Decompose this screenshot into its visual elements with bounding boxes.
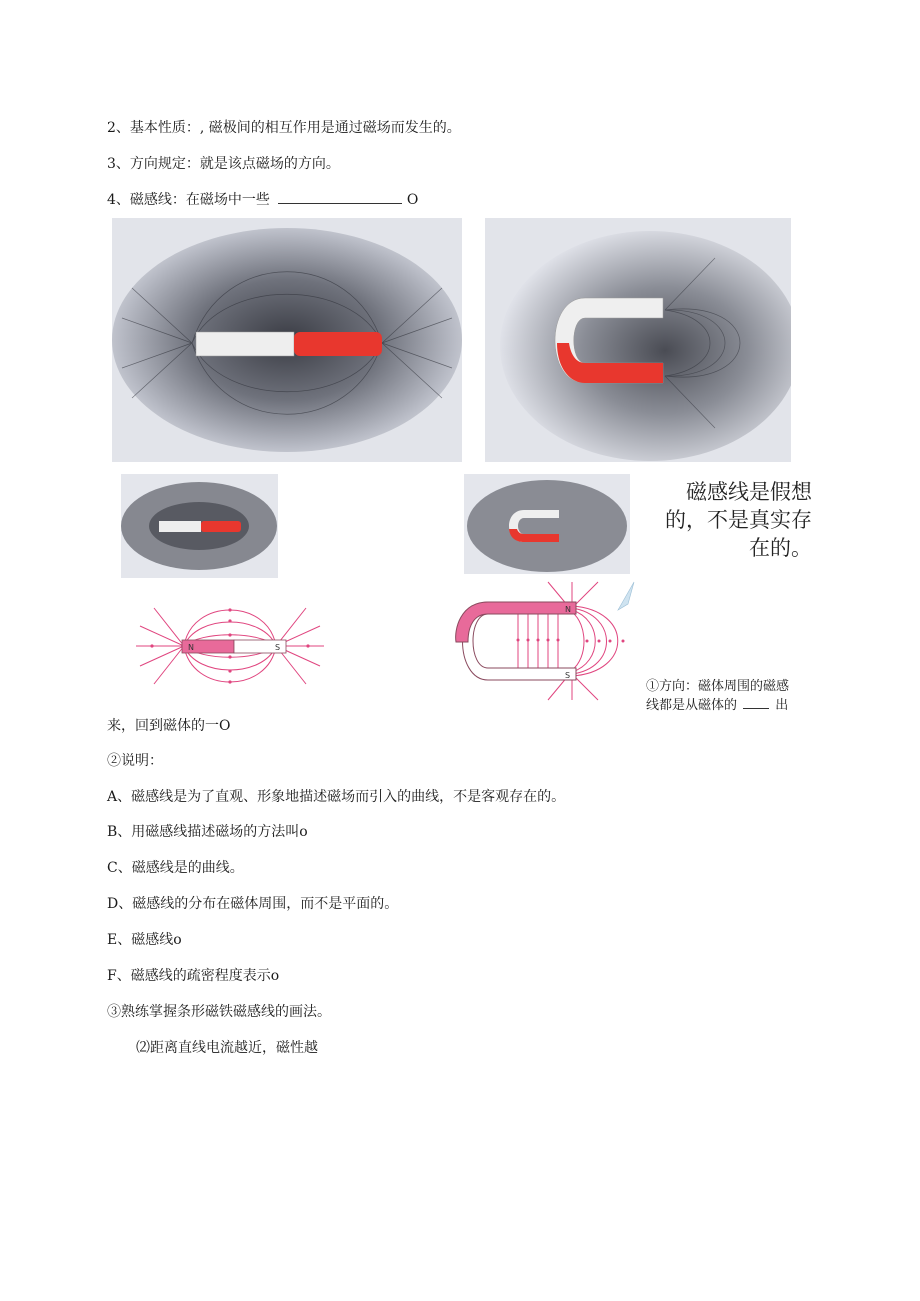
side-note-blank xyxy=(743,696,769,709)
side-note-line-1: ①方向：磁体周围的磁感 xyxy=(646,679,790,694)
bar-n-label: N xyxy=(188,643,194,652)
current-distance-line: ⑵距离直线电流越近，磁性越 xyxy=(136,1040,318,1056)
property-line: 2、基本性质：, 磁极间的相互作用是通过磁场而发生的。 xyxy=(107,120,461,136)
definition-prefix: 4、磁感线：在磁场中一些 xyxy=(107,192,270,208)
point-d: D、磁感线的分布在磁体周围，而不是平面的。 xyxy=(107,896,399,912)
direction-rule-line: 3、方向规定：就是该点磁场的方向。 xyxy=(107,156,340,172)
callout-note xyxy=(640,478,812,562)
definition-suffix: O xyxy=(406,192,419,208)
side-note-line-2: 线都是从磁体的 出 xyxy=(646,698,789,713)
fill-blank xyxy=(278,191,402,204)
bar-magnet-small-photo xyxy=(121,474,278,578)
callout-line-1: 磁感线是假想 xyxy=(686,480,812,504)
drawing-method-line: ③熟练掌握条形磁铁磁感线的画法。 xyxy=(107,1004,331,1020)
direction-side-note xyxy=(646,677,826,715)
field-lines-definition xyxy=(107,191,418,209)
u-n-label: N xyxy=(565,605,571,614)
u-magnet-filings-photo xyxy=(485,218,791,462)
explanation-heading: ②说明： xyxy=(107,753,163,769)
callout-line-3: 在的。 xyxy=(749,536,812,560)
point-b: B、用磁感线描述磁场的方法叫o xyxy=(107,824,308,840)
point-c: C、磁感线是的曲线。 xyxy=(107,860,244,876)
u-s-label: S xyxy=(565,671,571,680)
continuation-line: 来，回到磁体的一O xyxy=(107,718,231,734)
point-f: F、磁感线的疏密程度表示o xyxy=(107,968,280,984)
u-magnet-small-photo xyxy=(464,474,630,574)
point-a: A、磁感线是为了直观、形象地描述磁场而引入的曲线，不是客观存在的。 xyxy=(107,789,566,805)
u-magnet-field-diagram xyxy=(448,580,634,702)
bar-s-label: S xyxy=(275,643,281,652)
bar-magnet-filings-photo xyxy=(112,218,462,462)
bar-magnet-field-diagram xyxy=(132,596,328,696)
point-e: E、磁感线o xyxy=(107,932,182,948)
callout-line-2: 的，不是真实存 xyxy=(665,508,812,532)
